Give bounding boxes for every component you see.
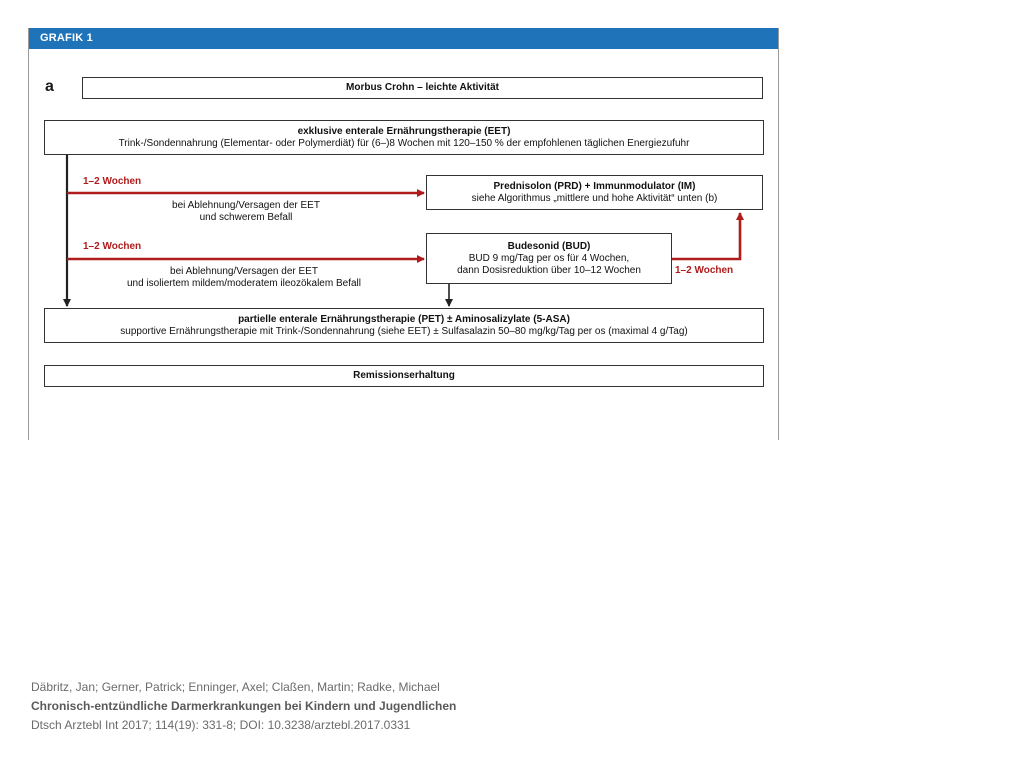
box-pet-title: partielle enterale Ernährungstherapie (PET) ± Aminosalizylate (5-ASA) bbox=[238, 313, 570, 325]
label-weeks-prd: 1–2 Wochen bbox=[83, 176, 142, 187]
flowchart-figure bbox=[28, 28, 779, 440]
caption-citation: Dtsch Arztebl Int 2017; 114(19): 331-8; DOI: 10.3238/arztebl.2017.0331 bbox=[31, 718, 411, 732]
label-condition-ileocecal-line1: bei Ablehnung/Versagen der EET bbox=[170, 266, 318, 277]
box-eet bbox=[44, 120, 764, 155]
box-bud-dose: BUD 9 mg/Tag per os für 4 Wochen, bbox=[468, 252, 630, 264]
box-morbus-crohn bbox=[82, 77, 763, 99]
label-weeks-bud: 1–2 Wochen bbox=[83, 241, 142, 252]
box-eet-detail: Trink-/Sondennahrung (Elementar- oder Polymerdiät) für (6–)8 Wochen mit 120–150 % der empfohlenen täglichen Energiezufuhr bbox=[118, 137, 690, 149]
box-prd-title: Prednisolon (PRD) + Immunmodulator (IM) bbox=[493, 180, 696, 192]
label-weeks-bud-to-prd: 1–2 Wochen bbox=[675, 265, 734, 276]
label-condition-ileocecal bbox=[99, 266, 389, 290]
arrow-bud-to-prd bbox=[672, 213, 740, 259]
box-pet bbox=[44, 308, 764, 343]
label-condition-severe bbox=[141, 200, 351, 224]
caption-title: Chronisch-entzündliche Darmerkrankungen bei Kindern und Jugendlichen bbox=[31, 699, 457, 713]
figure-header: GRAFIK 1 bbox=[29, 28, 778, 49]
box-eet-title: exklusive enterale Ernährungstherapie (EET) bbox=[297, 125, 511, 137]
label-condition-severe-line2: und schwerem Befall bbox=[199, 212, 293, 223]
panel-letter: a bbox=[45, 78, 54, 95]
box-prd bbox=[426, 175, 763, 210]
label-condition-ileocecal-line2: und isoliertem mildem/moderatem ileozökalem Befall bbox=[127, 278, 361, 289]
figure-caption bbox=[31, 678, 456, 735]
box-bud-reduction: dann Dosisreduktion über 10–12 Wochen bbox=[457, 264, 641, 276]
box-pet-detail: supportive Ernährungstherapie mit Trink-/Sondennahrung (siehe EET) ± Sulfasalazin 50–80 mg/kg/Tag per os (maximal 4 g/Tag) bbox=[120, 325, 688, 337]
caption-authors: Däbritz, Jan; Gerner, Patrick; Enninger, Axel; Claßen, Martin; Radke, Michael bbox=[31, 680, 440, 694]
box-prd-detail: siehe Algorithmus „mittlere und hohe Aktivität“ unten (b) bbox=[471, 192, 718, 204]
box-bud-title: Budesonid (BUD) bbox=[507, 240, 591, 252]
box-remission-title: Remissionserhaltung bbox=[353, 370, 455, 381]
label-condition-severe-line1: bei Ablehnung/Versagen der EET bbox=[172, 200, 320, 211]
box-morbus-title: Morbus Crohn – leichte Aktivität bbox=[346, 82, 499, 93]
box-remission bbox=[44, 365, 764, 387]
box-bud bbox=[426, 233, 672, 284]
